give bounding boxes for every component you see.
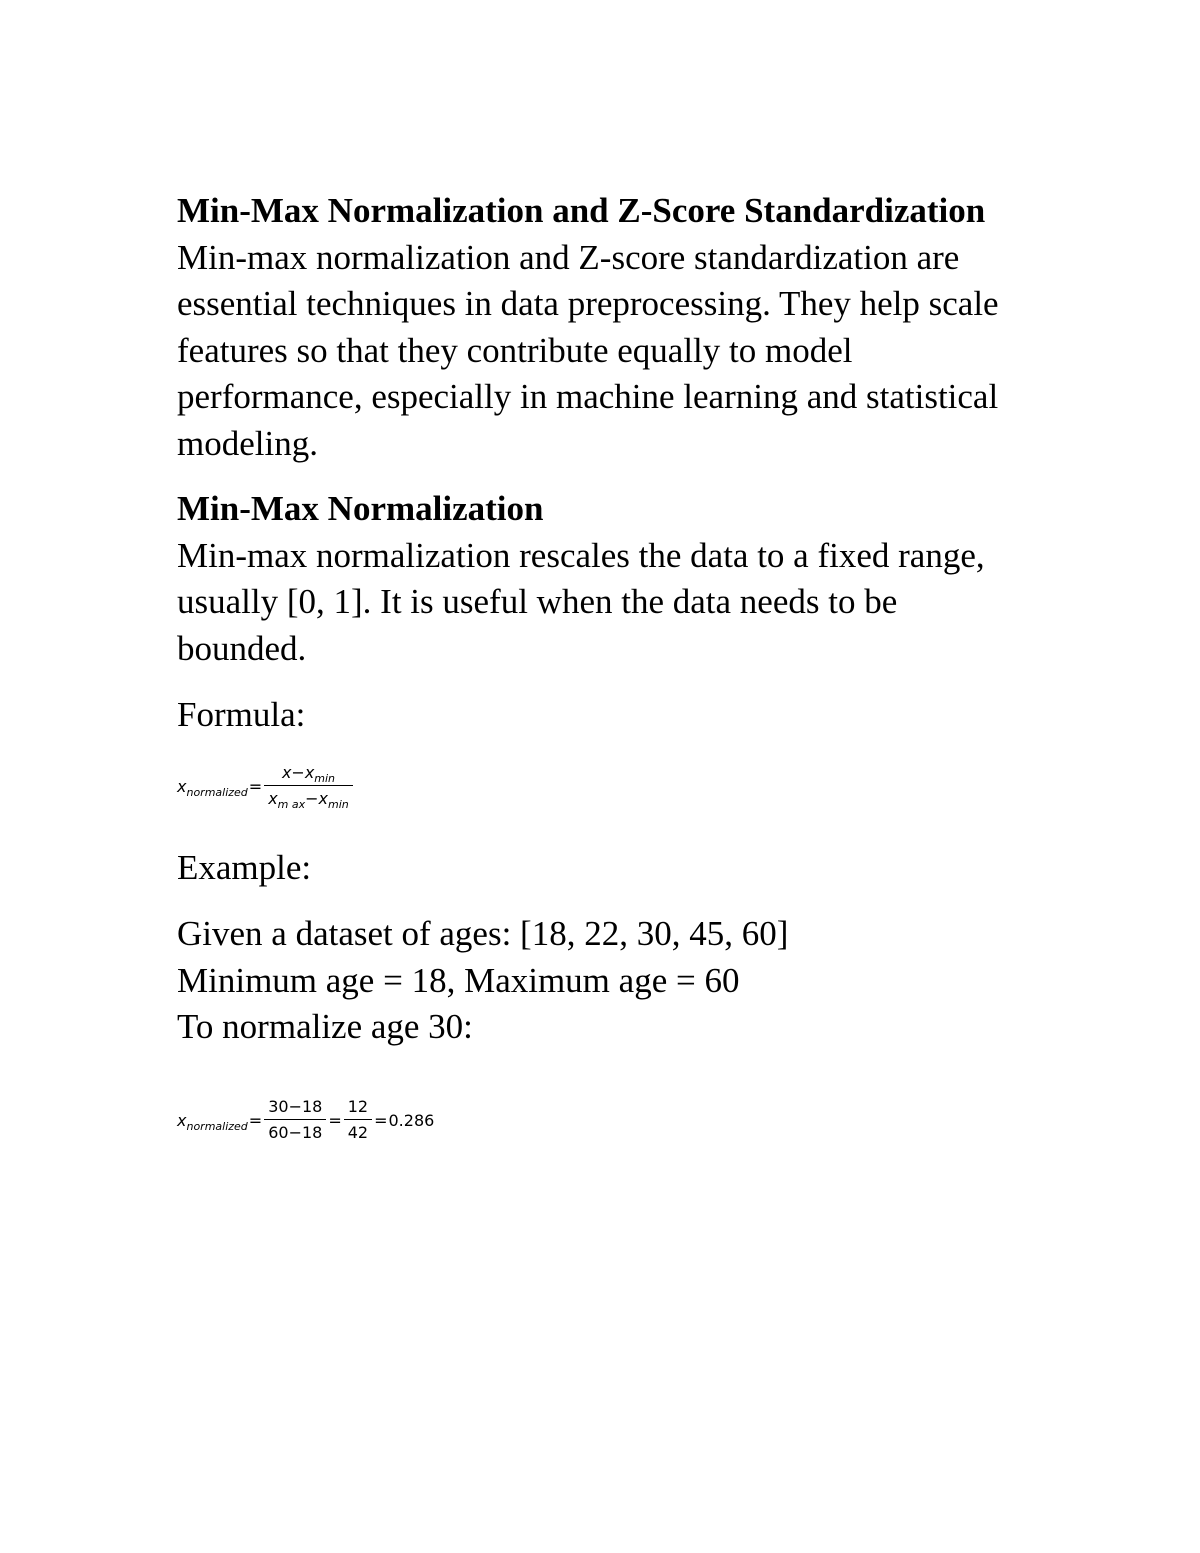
example-fraction-2-denominator: 42 bbox=[347, 1123, 369, 1142]
section-line: Min-max normalization rescales the data to a fixed range, bbox=[177, 535, 985, 575]
example-equals: = bbox=[374, 1110, 388, 1130]
example-line: To normalize age 30: bbox=[177, 1007, 473, 1046]
intro-line: Min-max normalization and Z-score standardization are bbox=[177, 237, 960, 277]
intro-block bbox=[177, 188, 1037, 467]
example-fraction-1-numerator: 30−18 bbox=[264, 1098, 326, 1120]
section-heading: Min-Max Normalization bbox=[177, 489, 544, 528]
example-equals: = bbox=[248, 1110, 263, 1130]
formula-lhs: $x_{normalized}$ bbox=[177, 776, 248, 799]
formula-denominator: $x_{m ax}-x_{min}$ bbox=[268, 789, 349, 811]
example-fraction-1 bbox=[264, 1098, 326, 1142]
formula-label-block bbox=[177, 692, 1037, 739]
minmax-formula bbox=[177, 763, 354, 811]
example-line: Minimum age = 18, Maximum age = 60 bbox=[177, 960, 740, 1000]
example-label-block bbox=[177, 845, 1037, 892]
section-minmax bbox=[177, 486, 1037, 672]
example-line: Given a dataset of ages: [18, 22, 30, 45, 60] bbox=[177, 914, 789, 953]
intro-line: modeling. bbox=[177, 423, 318, 463]
example-label: Example: bbox=[177, 848, 312, 887]
section-line: usually [0, 1]. It is useful when the data needs to be bbox=[177, 582, 898, 621]
formula-label: Formula: bbox=[177, 695, 306, 734]
formula-fraction bbox=[264, 763, 353, 811]
formula-equals: = bbox=[248, 776, 263, 796]
example-fraction-2-numerator: 12 bbox=[344, 1098, 372, 1120]
example-equals: = bbox=[328, 1110, 342, 1130]
example-fraction-2 bbox=[344, 1098, 372, 1142]
example-lhs: $x_{normalized}$ bbox=[177, 1110, 248, 1133]
example-result: 0.286 bbox=[388, 1110, 435, 1130]
example-formula bbox=[177, 1098, 434, 1142]
intro-line: performance, especially in machine learning and statistical bbox=[177, 377, 999, 416]
formula-numerator: $x-x_{min}$ bbox=[264, 764, 353, 786]
intro-line: features so that they contribute equally to model bbox=[177, 330, 853, 370]
intro-line: essential techniques in data preprocessing. They help scale bbox=[177, 284, 999, 323]
section-line: bounded. bbox=[177, 628, 307, 668]
example-fraction-1-denominator: 60−18 bbox=[268, 1123, 323, 1142]
example-block bbox=[177, 911, 1037, 1051]
document-title: Min-Max Normalization and Z-Score Standardization bbox=[177, 191, 986, 230]
